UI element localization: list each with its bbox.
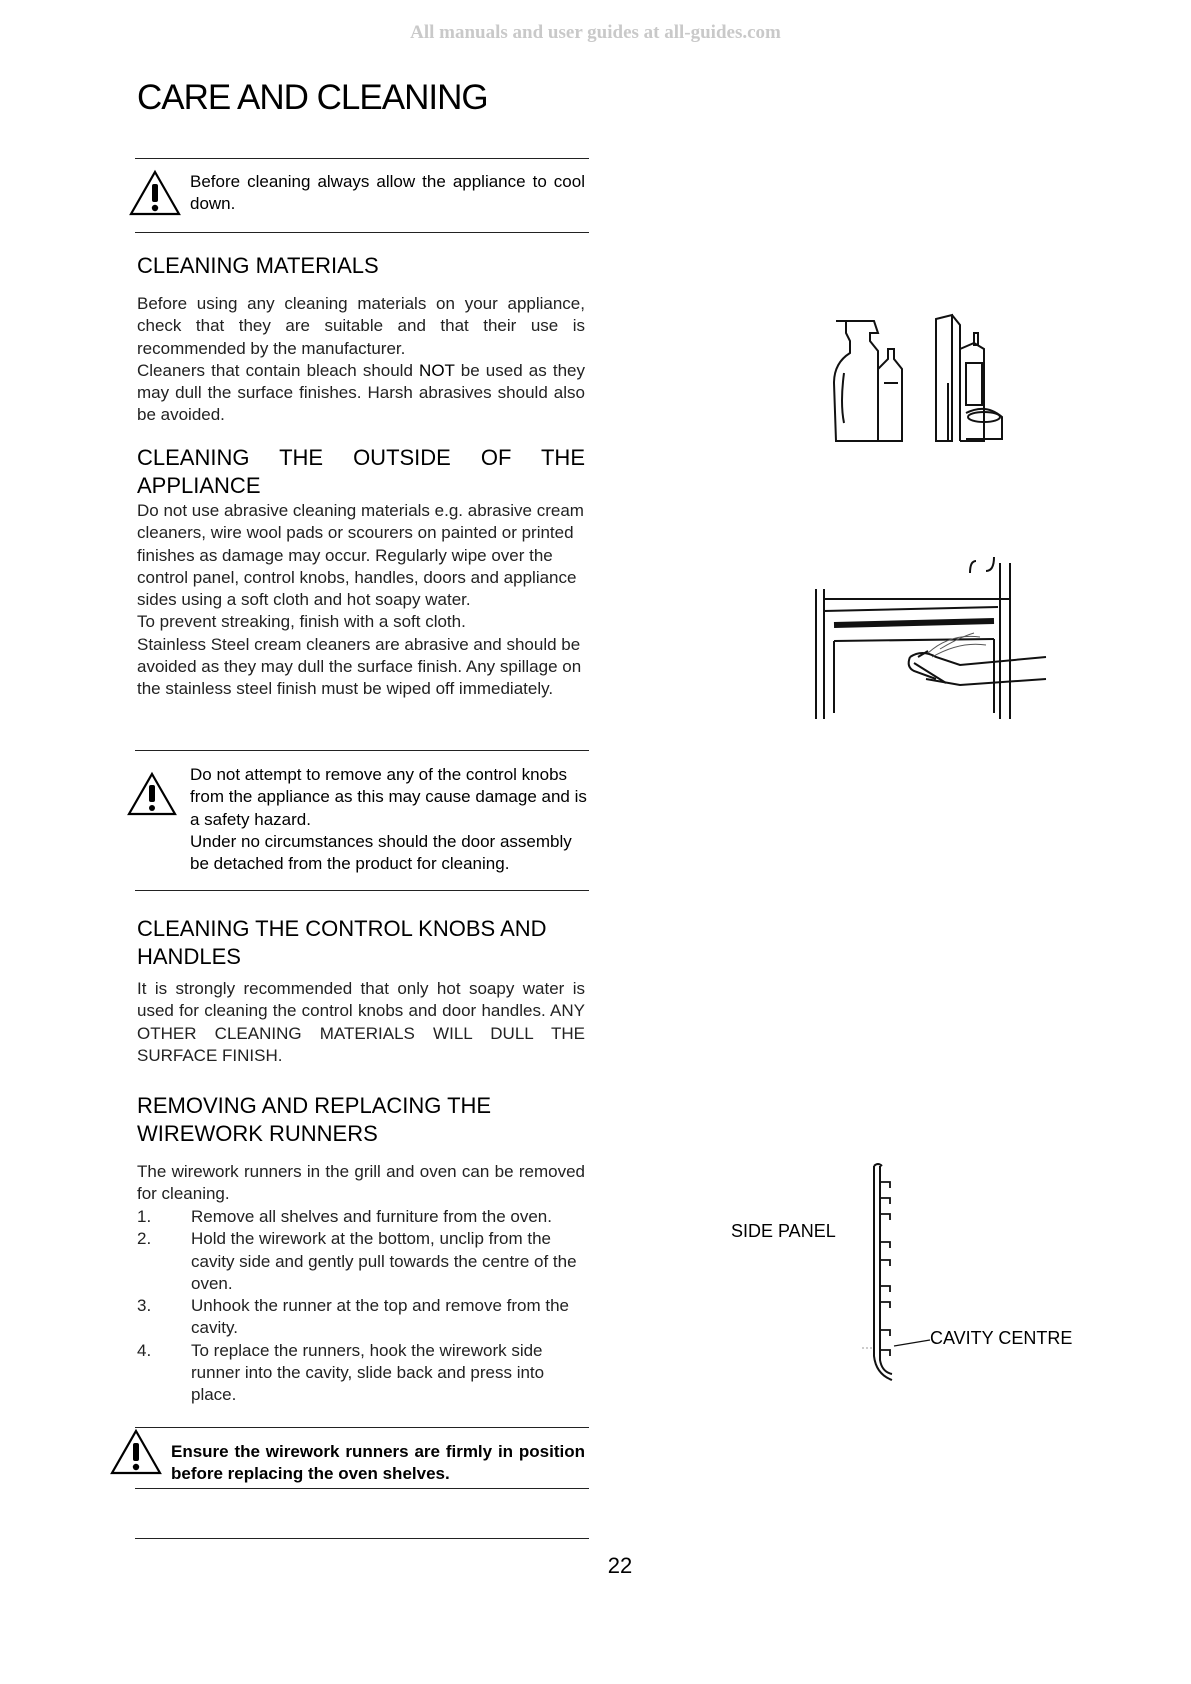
page-title: CARE AND CLEANING — [137, 78, 488, 117]
outside-text: Do not use abrasive cleaning materials e.g. abrasive cream cleaners, wire wool pads or scourers on painted or printed finishes as damage may occur. Regularly wipe over the control panel, control knobs, handles, doors and appliance sides using a soft cloth and hot soapy water. To prevent streaking, finish with a soft cloth. Stainless Steel cream cleaners are abrasive and should be avoided as they may dull the surface finish. Any spillage on the stainless steel finish must be wiped off immediately. — [137, 501, 584, 699]
divider — [135, 232, 589, 233]
divider — [135, 158, 589, 159]
divider — [135, 750, 589, 751]
section-heading-outside-line2: APPLIANCE — [137, 473, 261, 498]
runners-intro: The wirework runners in the grill and oven can be removed for cleaning. — [137, 1162, 585, 1204]
page-number: 22 — [607, 1553, 633, 1578]
control-knobs-text: It is strongly recommended that only hot soapy water is used for cleaning the control knobs and door handles. ANY OTHER CLEANING MATERIALS WILL DULL THE SURFACE FINISH. — [137, 979, 585, 1065]
footer-divider — [135, 1538, 589, 1539]
runners-steps — [137, 1206, 585, 1407]
list-item: 3. Unhook the runner at the top and remove from the cavity. — [137, 1296, 570, 1338]
watermark: All manuals and user guides at all-guides.com — [410, 22, 781, 43]
section-heading-outside-line1: CLEANING THE OUTSIDE OF THE — [137, 445, 585, 470]
list-item: 2. Hold the wirework at the bottom, unclip from the cavity side and gently pull towards the centre of the oven. — [137, 1229, 577, 1293]
divider — [135, 890, 589, 891]
label-cavity-centre: CAVITY CENTRE — [930, 1328, 1073, 1348]
cleaning-materials-text: Before using any cleaning materials on your appliance, check that they are suitable and that their use is recommended by the manufacturer. Cleaners that contain bleach should NOT be used as they may dull the surface finishes. Harsh abrasives should also be avoided. — [137, 294, 585, 425]
warning-control-knobs: Do not attempt to remove any of the control knobs from the appliance as this may cause damage and is a safety hazard. Under no circumstances should the door assembly be detached from the product for cleaning. — [190, 765, 587, 874]
section-heading-control-knobs: CLEANING THE CONTROL KNOBS AND HANDLES — [137, 916, 547, 969]
label-side-panel: SIDE PANEL — [731, 1221, 836, 1241]
section-heading-cleaning-materials: CLEANING MATERIALS — [137, 253, 379, 278]
wirework-runner-diagram — [860, 1160, 940, 1380]
oven-wiping-illustration — [810, 553, 1050, 733]
divider — [135, 1427, 589, 1428]
divider — [135, 1488, 589, 1489]
warning-cool-down: Before cleaning always allow the appliance to cool down. — [190, 172, 585, 214]
section-heading-wirework-runners: REMOVING AND REPLACING THE WIREWORK RUNNERS — [137, 1093, 492, 1146]
list-item: 4. To replace the runners, hook the wirework side runner into the cavity, slide back and press into place. — [137, 1340, 545, 1405]
warning-triangle-icon — [129, 170, 181, 216]
list-item: 1. Remove all shelves and furniture from the oven. — [137, 1207, 552, 1226]
warning-runners-in-position: Ensure the wirework runners are firmly in position before replacing the oven shelves. — [171, 1442, 585, 1484]
warning-triangle-icon — [127, 772, 177, 816]
cleaning-products-illustration — [826, 313, 1026, 448]
warning-triangle-icon — [110, 1429, 162, 1475]
